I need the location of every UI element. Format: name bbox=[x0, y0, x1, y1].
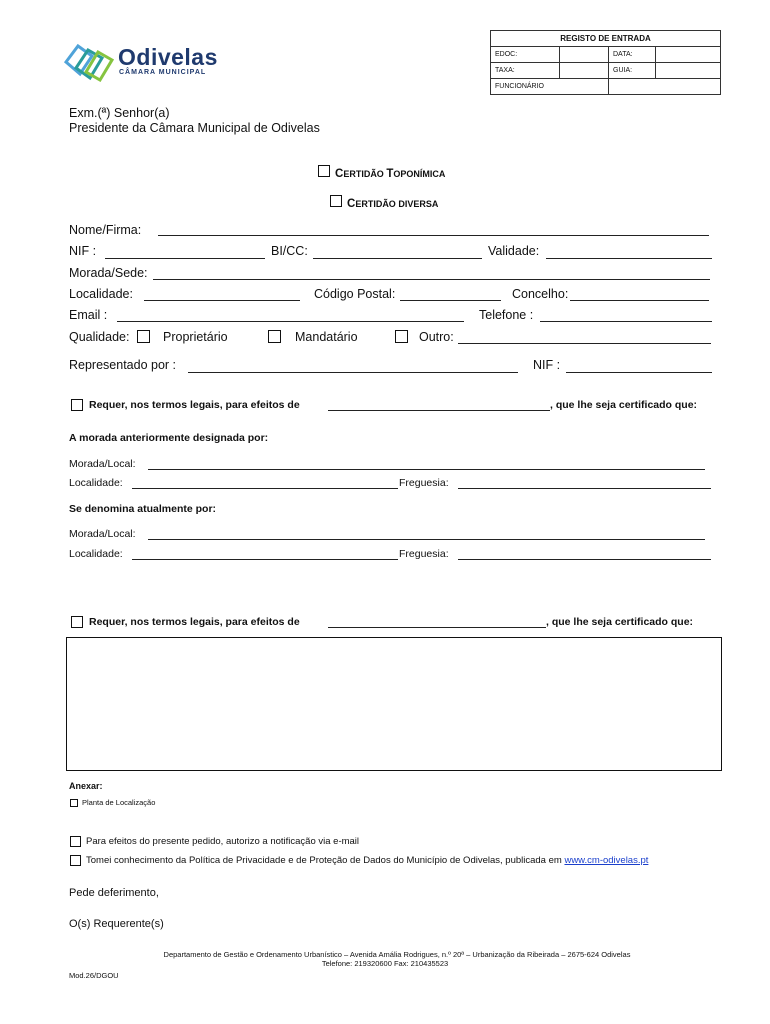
email-field[interactable] bbox=[117, 321, 464, 322]
atual-freguesia-field[interactable] bbox=[458, 559, 711, 560]
guia-label: GUIA: bbox=[609, 63, 656, 79]
requer2-efeitos-field[interactable] bbox=[328, 627, 546, 628]
anterior-morada-field[interactable] bbox=[148, 469, 705, 470]
footer-line2: Telefone: 219320600 Fax: 210435523 bbox=[321, 959, 449, 968]
representado-label: Representado por : bbox=[69, 358, 177, 372]
footer-line1: Departamento de Gestão e Ordenamento Urbanístico – Avenida Amália Rodrigues, n.º 20ª – Urbanização da Ribeirada – 2675-624 Odivelas bbox=[163, 950, 631, 959]
morada-field[interactable] bbox=[153, 279, 710, 280]
atual-freguesia-label: Freguesia: bbox=[399, 548, 449, 560]
nome-label: Nome/Firma: bbox=[69, 223, 142, 237]
proprietario-label: Proprietário bbox=[163, 330, 228, 344]
odivelas-logo bbox=[62, 42, 232, 82]
mandatario-label: Mandatário bbox=[295, 330, 358, 344]
addressee-line1: Exm.(ª) Senhor(a) bbox=[69, 106, 170, 120]
anterior-morada-label: Morada/Local: bbox=[69, 458, 136, 470]
consent-privacy-checkbox[interactable] bbox=[70, 855, 81, 866]
odivelas-emblem-icon bbox=[62, 42, 116, 82]
pede-deferimento: Pede deferimento, bbox=[69, 887, 159, 899]
qualidade-label: Qualidade: bbox=[69, 330, 130, 344]
planta-label: Planta de Localização bbox=[82, 798, 156, 807]
requer2-pre: Requer, nos termos legais, para efeitos de bbox=[89, 616, 300, 628]
consent-privacy-label bbox=[86, 855, 648, 866]
requer1-efeitos-field[interactable] bbox=[328, 410, 550, 411]
validade-field[interactable] bbox=[546, 258, 712, 259]
outro-checkbox[interactable] bbox=[395, 330, 408, 343]
requer2-post: , que lhe seja certificado que: bbox=[546, 616, 694, 628]
taxa-field[interactable] bbox=[560, 63, 609, 79]
atual-heading: Se denomina atualmente por: bbox=[69, 503, 217, 515]
nif-field[interactable] bbox=[105, 258, 265, 259]
footer-address bbox=[0, 950, 770, 968]
taxa-label: TAXA: bbox=[491, 63, 560, 79]
registo-title: REGISTO DE ENTRADA bbox=[491, 31, 721, 47]
edoc-label: EDOC: bbox=[491, 47, 560, 63]
bicc-field[interactable] bbox=[313, 258, 482, 259]
email-label: Email : bbox=[69, 308, 108, 322]
bicc-label: BI/CC: bbox=[271, 244, 308, 258]
consent-email-checkbox[interactable] bbox=[70, 836, 81, 847]
anterior-freguesia-field[interactable] bbox=[458, 488, 711, 489]
codigo-postal-field[interactable] bbox=[400, 300, 501, 301]
requerente-label: O(s) Requerente(s) bbox=[69, 918, 164, 930]
certidao-diversa-checkbox[interactable] bbox=[330, 195, 342, 207]
atual-localidade-field[interactable] bbox=[132, 559, 398, 560]
cm-odivelas-link[interactable]: www.cm-odivelas.pt bbox=[564, 855, 649, 866]
consent-privacy-text: Tomei conhecimento da Política de Privacidade e de Proteção de Dados do Município de Odivelas, publicada em bbox=[86, 855, 562, 866]
representado-field[interactable] bbox=[188, 372, 518, 373]
outro-label: Outro: bbox=[419, 330, 454, 344]
nif2-label: NIF : bbox=[533, 358, 561, 372]
atual-morada-field[interactable] bbox=[148, 539, 705, 540]
certidao-toponimica-label: CERTIDÃO TOPONÍMICA bbox=[335, 168, 446, 180]
proprietario-checkbox[interactable] bbox=[137, 330, 150, 343]
anterior-freguesia-label: Freguesia: bbox=[399, 477, 449, 489]
atual-localidade-label: Localidade: bbox=[69, 548, 123, 560]
guia-field[interactable] bbox=[656, 63, 721, 79]
telefone-label: Telefone : bbox=[479, 308, 534, 322]
localidade-field[interactable] bbox=[144, 300, 300, 301]
morada-label: Morada/Sede: bbox=[69, 266, 148, 280]
certidao-diversa-label: CERTIDÃO DIVERSA bbox=[347, 198, 439, 210]
certidao-toponimica-checkbox[interactable] bbox=[318, 165, 330, 177]
addressee-line2: Presidente da Câmara Municipal de Odivelas bbox=[69, 121, 320, 135]
funcionario-label: FUNCIONÁRIO bbox=[491, 79, 609, 95]
atual-morada-label: Morada/Local: bbox=[69, 528, 136, 540]
requer1-post: , que lhe seja certificado que: bbox=[550, 399, 698, 411]
requer2-checkbox[interactable] bbox=[71, 616, 83, 628]
anterior-localidade-label: Localidade: bbox=[69, 477, 123, 489]
codigo-postal-label: Código Postal: bbox=[314, 287, 396, 301]
consent-email-label: Para efeitos do presente pedido, autorizo a notificação via e-mail bbox=[86, 836, 360, 847]
outro-field[interactable] bbox=[458, 343, 711, 344]
validade-label: Validade: bbox=[488, 244, 540, 258]
nif-label: NIF : bbox=[69, 244, 97, 258]
nome-field[interactable] bbox=[158, 235, 709, 236]
nif2-field[interactable] bbox=[566, 372, 712, 373]
concelho-label: Concelho: bbox=[512, 287, 569, 301]
logo-name: Odivelas bbox=[118, 44, 218, 70]
localidade-label: Localidade: bbox=[69, 287, 133, 301]
planta-checkbox[interactable] bbox=[70, 799, 78, 807]
anexar-heading: Anexar: bbox=[69, 781, 103, 791]
data-field[interactable] bbox=[656, 47, 721, 63]
anterior-heading: A morada anteriormente designada por: bbox=[69, 432, 269, 444]
form-code: Mod.26/DGOU bbox=[69, 971, 119, 980]
concelho-field[interactable] bbox=[570, 300, 709, 301]
anterior-localidade-field[interactable] bbox=[132, 488, 398, 489]
requer1-pre: Requer, nos termos legais, para efeitos de bbox=[89, 399, 300, 411]
funcionario-field[interactable] bbox=[609, 79, 721, 95]
registo-entrada-table bbox=[490, 30, 721, 95]
certificacao-textarea[interactable] bbox=[66, 637, 722, 771]
data-label: DATA: bbox=[609, 47, 656, 63]
edoc-field[interactable] bbox=[560, 47, 609, 63]
logo-subtitle: CÂMARA MUNICIPAL bbox=[119, 69, 207, 76]
mandatario-checkbox[interactable] bbox=[268, 330, 281, 343]
telefone-field[interactable] bbox=[540, 321, 712, 322]
requer1-checkbox[interactable] bbox=[71, 399, 83, 411]
